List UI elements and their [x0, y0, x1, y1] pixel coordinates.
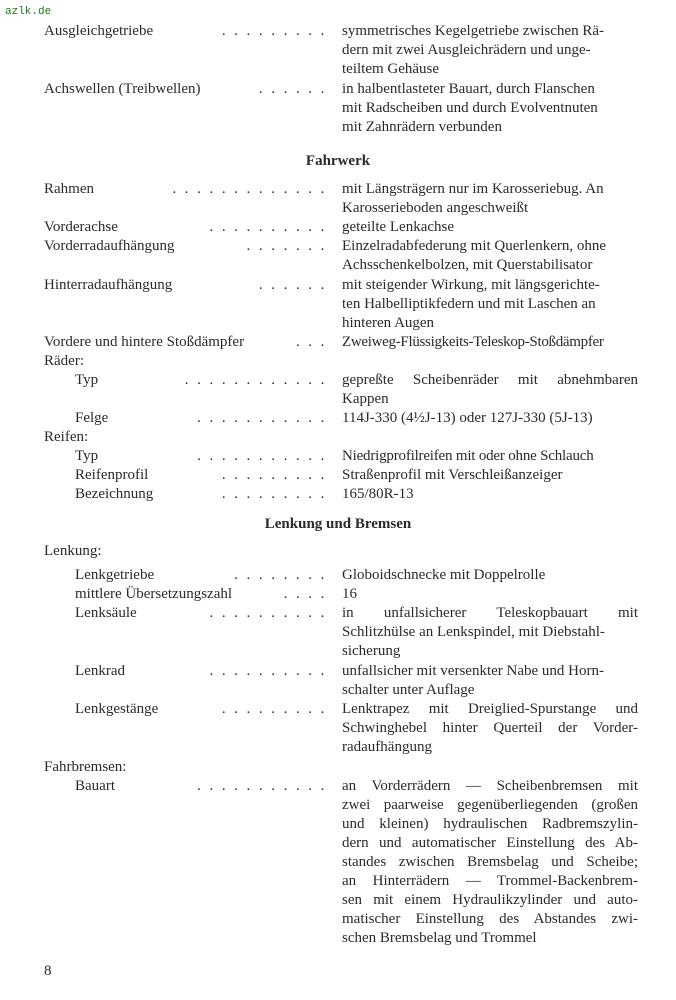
entry-vorderradaufhaengung — [0, 237, 676, 256]
entry-desc-line: Lenktrapez mit Dreiglied-Spurstange und — [342, 701, 638, 717]
entry-desc-line: Schlitzhülse an Lenkspindel, mit Diebstahl- — [342, 624, 605, 640]
entry-lenksaeule — [0, 604, 676, 623]
entry-uebersetzungszahl — [0, 585, 676, 604]
dot-leader: ............. — [172, 181, 333, 197]
entry-desc-line: dern mit zwei Ausgleichrädern und unge- — [342, 42, 591, 58]
dot-leader: ...... — [258, 277, 333, 293]
entry-line — [0, 834, 676, 853]
entry-term: Lenkgestänge — [75, 701, 159, 717]
entry-reifen-typ — [0, 447, 676, 466]
dot-leader: ......... — [221, 23, 333, 39]
entry-desc-line: an Vorderrädern — Scheibenbremsen mit — [342, 778, 638, 794]
entry-reifenprofil — [0, 466, 676, 485]
entry-desc-line: hinteren Augen — [342, 315, 435, 331]
entry-desc-line: radaufhängung — [342, 739, 432, 755]
entry-desc-line: mit steigender Wirkung, mit längsgerichte- — [342, 277, 600, 293]
entry-line — [0, 390, 676, 409]
entry-line — [0, 738, 676, 757]
entry-lenkgetriebe — [0, 566, 676, 585]
entry-desc-line: an Hinterrädern — Trommel-Backenbrem- — [342, 873, 638, 889]
entry-line — [0, 199, 676, 218]
entry-desc-line: sen mit einem Hydraulikzylinder und auto- — [342, 892, 638, 908]
entry-desc-line: sicherung — [342, 643, 401, 659]
entry-term: Ausgleichgetriebe — [44, 23, 154, 39]
page-number: 8 — [44, 963, 52, 979]
entry-line — [0, 929, 676, 948]
group-lenkung — [0, 542, 676, 561]
entry-desc-line: Zweiweg-Flüssigkeits-Teleskop-Stoßdämpfer — [342, 334, 604, 350]
entry-bezeichnung — [0, 485, 676, 504]
entry-desc-line: mit Längsträgern nur im Karosseriebug. An — [342, 181, 604, 197]
watermark: azlk.de — [5, 6, 52, 18]
entry-term: Reifenprofil — [75, 467, 149, 483]
entry-desc-line: mit Radscheiben und durch Evolventnuten — [342, 100, 598, 116]
entry-hinterradaufhaengung — [0, 276, 676, 295]
entry-bauart — [0, 777, 676, 796]
entry-desc-line: Globoidschnecke mit Doppelrolle — [342, 567, 546, 583]
dot-leader: ........... — [197, 448, 333, 464]
dot-leader: ........... — [197, 410, 333, 426]
entry-desc-line: unfallsicher mit versenkter Nabe und Horn- — [342, 663, 604, 679]
entry-desc-line: Achsschenkelbolzen, mit Querstabilisator — [342, 257, 593, 273]
entry-achswellen — [0, 80, 676, 99]
group-label: Reifen: — [44, 429, 89, 445]
dot-leader: .......... — [209, 605, 333, 621]
entry-line — [0, 314, 676, 333]
entry-term: Rahmen — [44, 181, 94, 197]
entry-desc-line: mit Zahnrädern verbunden — [342, 119, 502, 135]
entry-desc-line: symmetrisches Kegelgetriebe zwischen Rä- — [342, 23, 604, 39]
entry-term: Achswellen (Treibwellen) — [44, 81, 201, 97]
dot-leader: .......... — [209, 663, 333, 679]
entry-raeder-typ — [0, 371, 676, 390]
entry-desc-line: in halbentlasteter Bauart, durch Flanschen — [342, 81, 595, 97]
entry-term: Lenkgetriebe — [75, 567, 155, 583]
entry-desc-line: 165/80R-13 — [342, 486, 414, 502]
section-heading-lenkung-bremsen: Lenkung und Bremsen — [264, 516, 412, 532]
entry-desc-line: schalter unter Auflage — [342, 682, 475, 698]
dot-leader: ......... — [221, 701, 333, 717]
entry-desc-line: in unfallsicherer Teleskopbauart mit — [342, 605, 638, 621]
dot-leader: ........ — [234, 567, 333, 583]
dot-leader: ....... — [246, 238, 333, 254]
dot-leader: ...... — [258, 81, 333, 97]
entry-desc-line: zwei paarweise gegenüberliegenden (großen — [342, 797, 638, 813]
entry-term: Bezeichnung — [75, 486, 154, 502]
entry-desc-line: 114J-330 (4½J-13) oder 127J-330 (5J-13) — [342, 410, 593, 426]
entry-term: Felge — [75, 410, 109, 426]
entry-desc-line: ten Halbelliptikfedern und mit Laschen an — [342, 296, 596, 312]
entry-desc-line: geteilte Lenkachse — [342, 219, 455, 235]
entry-line — [0, 815, 676, 834]
entry-desc-line: Kappen — [342, 391, 389, 407]
entry-desc-line: standes zwischen Bremsbelag und Scheibe; — [342, 854, 638, 870]
entry-line — [0, 60, 676, 79]
entry-term: Lenkrad — [75, 663, 125, 679]
entry-desc-line: Einzelradabfederung mit Querlenkern, ohne — [342, 238, 607, 254]
dot-leader: .... — [283, 586, 333, 602]
entry-lenkgestaenge — [0, 700, 676, 719]
section-heading-fahrwerk: Fahrwerk — [305, 153, 371, 169]
group-label: Räder: — [44, 353, 84, 369]
entry-desc-line: 16 — [342, 586, 357, 602]
group-raeder — [0, 352, 676, 371]
entry-desc-line: Straßenprofil mit Verschleißanzeiger — [342, 467, 563, 483]
entry-vorderachse — [0, 218, 676, 237]
entry-term: Typ — [75, 372, 99, 388]
entry-term: Typ — [75, 448, 99, 464]
entry-desc-line: und kleinen) hydraulischen Radbremszylin- — [342, 816, 638, 832]
group-reifen — [0, 428, 676, 447]
entry-term: mittlere Übersetzungszahl — [75, 586, 233, 602]
entry-desc-line: Niedrigprofilreifen mit oder ohne Schlauch — [342, 448, 594, 464]
entry-line — [0, 99, 676, 118]
entry-term: Bauart — [75, 778, 115, 794]
entry-line — [0, 295, 676, 314]
entry-line — [0, 872, 676, 891]
entry-stossdaempfer — [0, 333, 676, 352]
dot-leader: ............ — [184, 372, 333, 388]
dot-leader: ......... — [221, 467, 333, 483]
entry-line — [0, 891, 676, 910]
dot-leader: .......... — [209, 219, 333, 235]
dot-leader: ........... — [197, 778, 333, 794]
entry-desc-line: matischer Einstellung des Abstandes zwi- — [342, 911, 638, 927]
entry-line — [0, 623, 676, 642]
entry-term: Vordere und hintere Stoßdämpfer — [44, 334, 245, 350]
entry-felge — [0, 409, 676, 428]
entry-term: Vorderradaufhängung — [44, 238, 175, 254]
entry-line — [0, 41, 676, 60]
entry-line — [0, 910, 676, 929]
entry-line — [0, 642, 676, 661]
entry-line — [0, 118, 676, 137]
entry-desc-line: gepreßte Scheibenräder mit abnehmbaren — [342, 372, 638, 388]
group-fahrbremsen — [0, 758, 676, 777]
dot-leader: ... — [295, 334, 333, 350]
entry-line — [0, 853, 676, 872]
entry-line — [0, 681, 676, 700]
dot-leader: ......... — [221, 486, 333, 502]
group-label: Lenkung: — [44, 543, 102, 559]
entry-line — [0, 796, 676, 815]
entry-ausgleichgetriebe — [0, 22, 676, 41]
entry-lenkrad — [0, 662, 676, 681]
entry-line — [0, 256, 676, 275]
entry-desc-line: Karosserieboden angeschweißt — [342, 200, 529, 216]
entry-desc-line: Schwinghebel hinter Querteil der Vorder- — [342, 720, 638, 736]
entry-desc-line: schen Bremsbelag und Trommel — [342, 930, 537, 946]
group-label: Fahrbremsen: — [44, 759, 127, 775]
entry-desc-line: teiltem Gehäuse — [342, 61, 440, 77]
entry-desc-line: dern und automatischer Einstellung des Ab- — [342, 835, 638, 851]
entry-rahmen — [0, 180, 676, 199]
entry-line — [0, 719, 676, 738]
entry-term: Vorderachse — [44, 219, 118, 235]
entry-term: Hinterradaufhängung — [44, 277, 173, 293]
entry-term: Lenksäule — [75, 605, 137, 621]
